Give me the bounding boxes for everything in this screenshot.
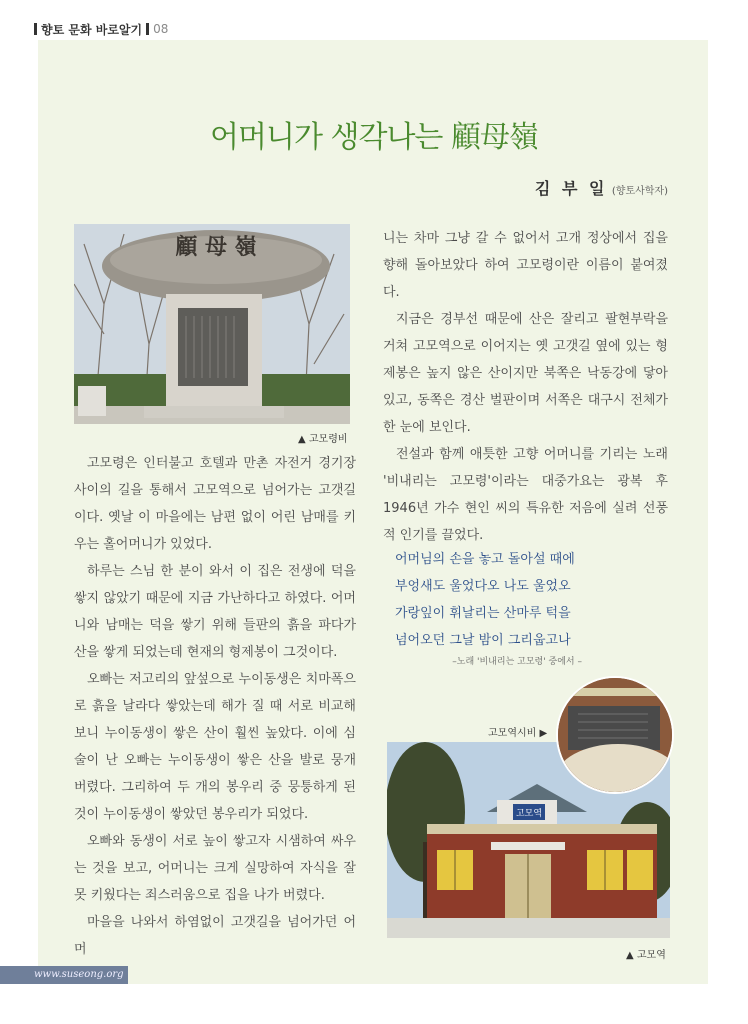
author-role: (향토사학자) <box>611 186 668 197</box>
station-sign: 고모역 <box>515 809 543 819</box>
section-header <box>34 20 168 38</box>
header-section-title: 향토 문화 바로알기 <box>41 22 143 37</box>
paragraph: 오빠는 저고리의 앞섶으로 누이동생은 치마폭으로 흙을 날라다 쌓았는데 해가 질 때 서로 비교해 보니 누이동생이 쌓은 산이 훨씬 높았다. 이에 심술이 난 오빠는 누이동생이 쌓은 산을 발로 뭉개 버렸다. 그리하여 두 개의 봉우리 중 뭉퉁하게 된 것이 누이동생이 쌓았던 봉우리가 되었다. <box>74 672 356 822</box>
left-column <box>74 450 356 963</box>
paragraph: 마을을 나와서 하염없이 고갯길을 넘어가던 어머 <box>74 915 356 957</box>
right-column <box>383 225 668 549</box>
header-bar <box>146 23 149 35</box>
footer-url[interactable]: www.suseong.org <box>0 966 128 984</box>
paragraph: 오빠와 동생이 서로 높이 쌓고자 시샘하여 싸우는 것을 보고, 어머니는 크게 실망하여 자식을 잘못 키웠다는 죄스러움으로 집을 나가 버렸다. <box>74 834 356 903</box>
paragraph: 지금은 경부선 때문에 산은 잘리고 팔현부락을 거쳐 고모역으로 이어지는 옛 고갯길 옆에 있는 형제봉은 높지 않은 산이지만 북쪽은 낙동강에 닿아 있고, 동쪽은 경산 벌판이며 서쪽은 대구시 전체가 한 눈에 보인다. <box>383 312 668 435</box>
song-lyrics <box>395 546 675 654</box>
article-title: 어머니가 생각나는 顧母嶺 <box>210 120 538 155</box>
page-number: 08 <box>153 22 169 36</box>
monument-inscription: 顧 母 嶺 <box>175 234 257 260</box>
poem-stone-caption: 고모역시비 ▶ <box>488 728 548 739</box>
monument-photo <box>74 224 350 424</box>
lyric-line: 넘어오던 그날 밤이 그리웁고나 <box>395 633 571 648</box>
lyric-line: 가랑잎이 휘날리는 산마루 턱을 <box>395 606 571 621</box>
station-caption: ▲ 고모역 <box>626 950 666 961</box>
station-poem-stone-photo <box>556 676 674 794</box>
paragraph: 전설과 함께 애틋한 고향 어머니를 기리는 노래 '비내리는 고모령'이라는 대중가요는 광복 후 1946년 가수 현인 씨의 특유한 저음에 실려 선풍적 인기를 끌었다. <box>383 447 668 543</box>
monument-caption: ▲ 고모령비 <box>298 434 348 445</box>
lyrics-source: –노래 '비내리는 고모령' 중에서 – <box>452 657 582 667</box>
header-bar <box>34 23 37 35</box>
lyric-line: 어머님의 손을 놓고 돌아설 때에 <box>395 552 575 567</box>
paragraph: 니는 차마 그냥 갈 수 없어서 고개 정상에서 집을 향해 돌아보았다 하여 고모령이란 이름이 붙여졌다. <box>383 231 668 300</box>
paragraph: 고모령은 인터불고 호텔과 만촌 자전거 경기장 사이의 길을 통해서 고모역으로 넘어가는 고갯길이다. 옛날 이 마을에는 남편 없이 어린 남매를 키우는 홀어머니가 있었다. <box>74 456 356 552</box>
author-name: 김 부 일 <box>534 179 608 198</box>
lyric-line: 부엉새도 울었다오 나도 울었오 <box>395 579 571 594</box>
paragraph: 하루는 스님 한 분이 와서 이 집은 전생에 덕을 쌓지 않았기 때문에 지금 가난하다고 하였다. 어머니와 남매는 덕을 쌓기 위해 들판의 흙을 파다가 산을 쌓게 되었는데 현재의 형제봉이 그것이다. <box>74 564 356 660</box>
poem-stone-illustration <box>558 678 672 792</box>
monument-illustration <box>74 224 350 424</box>
author-line <box>535 176 668 199</box>
